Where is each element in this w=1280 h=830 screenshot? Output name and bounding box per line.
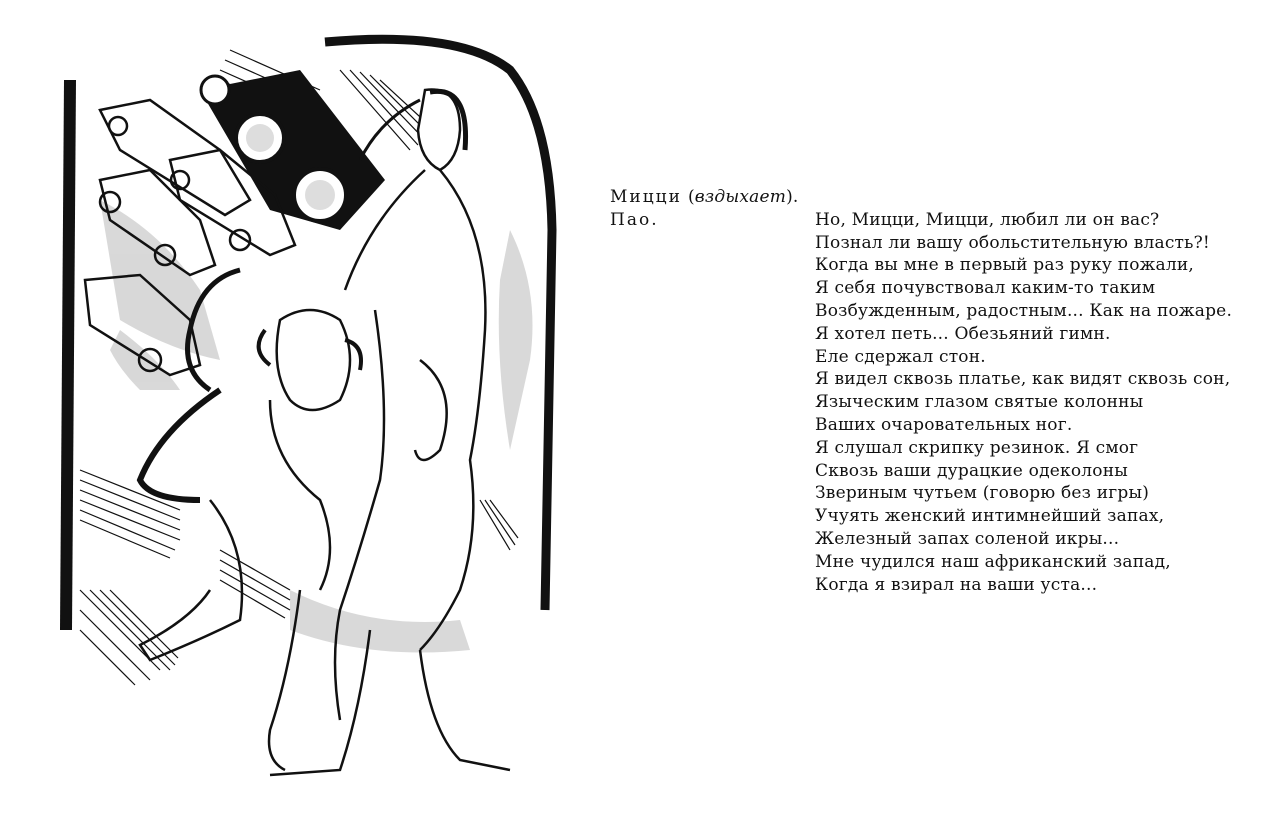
ink-illustration [40,30,600,800]
stage-open-paren: ( [687,187,695,207]
verse-block [815,209,1232,597]
verse-line: Языческим глазом святые колонны [815,392,1144,413]
verse-line: Ваших очаровательных ног. [815,414,1073,435]
verse-line: Познал ли вашу обольстительную власть?! [815,232,1210,253]
speaker-pao: Пао. [610,209,659,230]
stage-close-paren: ). [786,187,799,207]
play-text [610,186,1260,596]
verse-line: Мне чудился наш африканский запад, [815,551,1171,572]
speaker-mitzi: Мицци [610,187,682,207]
verse-line: Еле сдержал стон. [815,346,986,367]
verse-line: Я себя почувствовал каким-то таким [815,278,1156,299]
verse-line: Когда я взирал на ваши уста... [815,574,1098,595]
verse-line: Я слушал скрипку резинок. Я смог [815,437,1139,458]
traffic-light [200,70,385,230]
verse-line: Я хотел петь... Обезьяний гимн. [815,323,1111,344]
speaker-column [610,209,815,232]
stage-direction: вздыхает [694,187,787,207]
grey-wash [100,200,533,653]
verse-line: Железный запах соленой икры... [815,528,1120,549]
verse-line: Но, Мицци, Мицци, любил ли он вас? [815,209,1160,230]
verse-line: Учуять женский интимнейший запах, [815,506,1165,527]
pao-speech [610,209,1260,597]
verse-line: Звериным чутьем (говорю без игры) [815,483,1150,504]
verse-line: Возбужденным, радостным... Как на пожаре. [815,300,1233,321]
stage-direction-line [610,186,1260,209]
verse-line: Я видел сквозь платье, как видят сквозь сон, [815,369,1231,390]
verse-line: Сквозь ваши дурацкие одеколоны [815,460,1128,481]
illustration-drawing [40,30,600,800]
left-frame-stroke [66,80,70,630]
verse-line: Когда вы мне в первый раз руку пожали, [815,255,1194,276]
